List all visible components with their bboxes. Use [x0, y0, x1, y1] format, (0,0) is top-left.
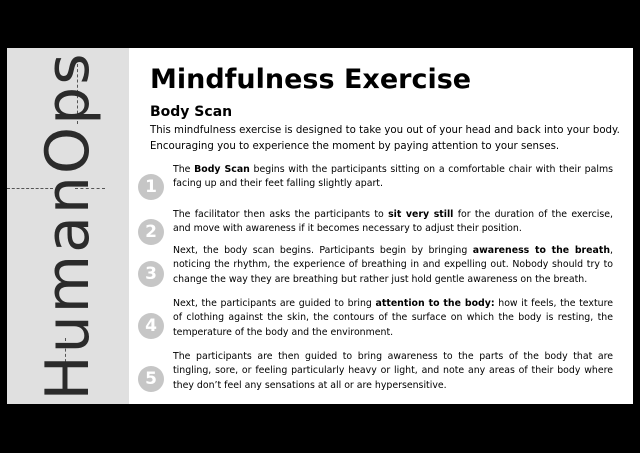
- sidebar: [7, 48, 129, 404]
- page-title: Mindfulness Exercise: [150, 64, 472, 95]
- step-number-badge: 1: [138, 174, 164, 200]
- step-text: The facilitator then asks the participants to sit very still for the duration of the exercise, and move with awareness if it becomes necessary to adjust their position.: [173, 209, 613, 235]
- step-3: [145, 244, 620, 304]
- humanops-logo: HumanOps: [33, 51, 103, 401]
- step-text: The participants are then guided to bring awareness to the parts of the body that are tingling, sore, or feeling particularly heavy or light, and note any areas of their body where they don’t feel any sensations at all or are hypersensitive.: [173, 351, 613, 391]
- step-text: Next, the participants are guided to bring attention to the body: how it feels, the texture of clothing against the skin, the contours of the surface on which the body is resting, the temperature of the body and the environment.: [173, 298, 613, 338]
- step-1: [145, 163, 620, 211]
- step-number-badge: 5: [138, 366, 164, 392]
- page-subtitle: Body Scan: [150, 104, 233, 120]
- step-number-badge: 2: [138, 219, 164, 245]
- step-number-badge: 4: [138, 313, 164, 339]
- step-5: [145, 350, 620, 404]
- step-text: Next, the body scan begins. Participants begin by bringing awareness to the breath, noticing the rhythm, the experience of breathing in and expelling out. Nobody should try to change the way they are breathing but rather just hold gentle awareness on the breath.: [173, 245, 614, 285]
- intro-text: This mindfulness exercise is designed to take you out of your head and back into your body. Encouraging you to experience the moment by paying attention to your senses.: [150, 125, 620, 152]
- step-4: [145, 297, 620, 355]
- slide: [7, 48, 633, 404]
- step-number-badge: 3: [138, 261, 164, 287]
- step-text: The Body Scan begins with the participants sitting on a comfortable chair with their palms facing up and their feet falling slightly apart.: [173, 164, 613, 190]
